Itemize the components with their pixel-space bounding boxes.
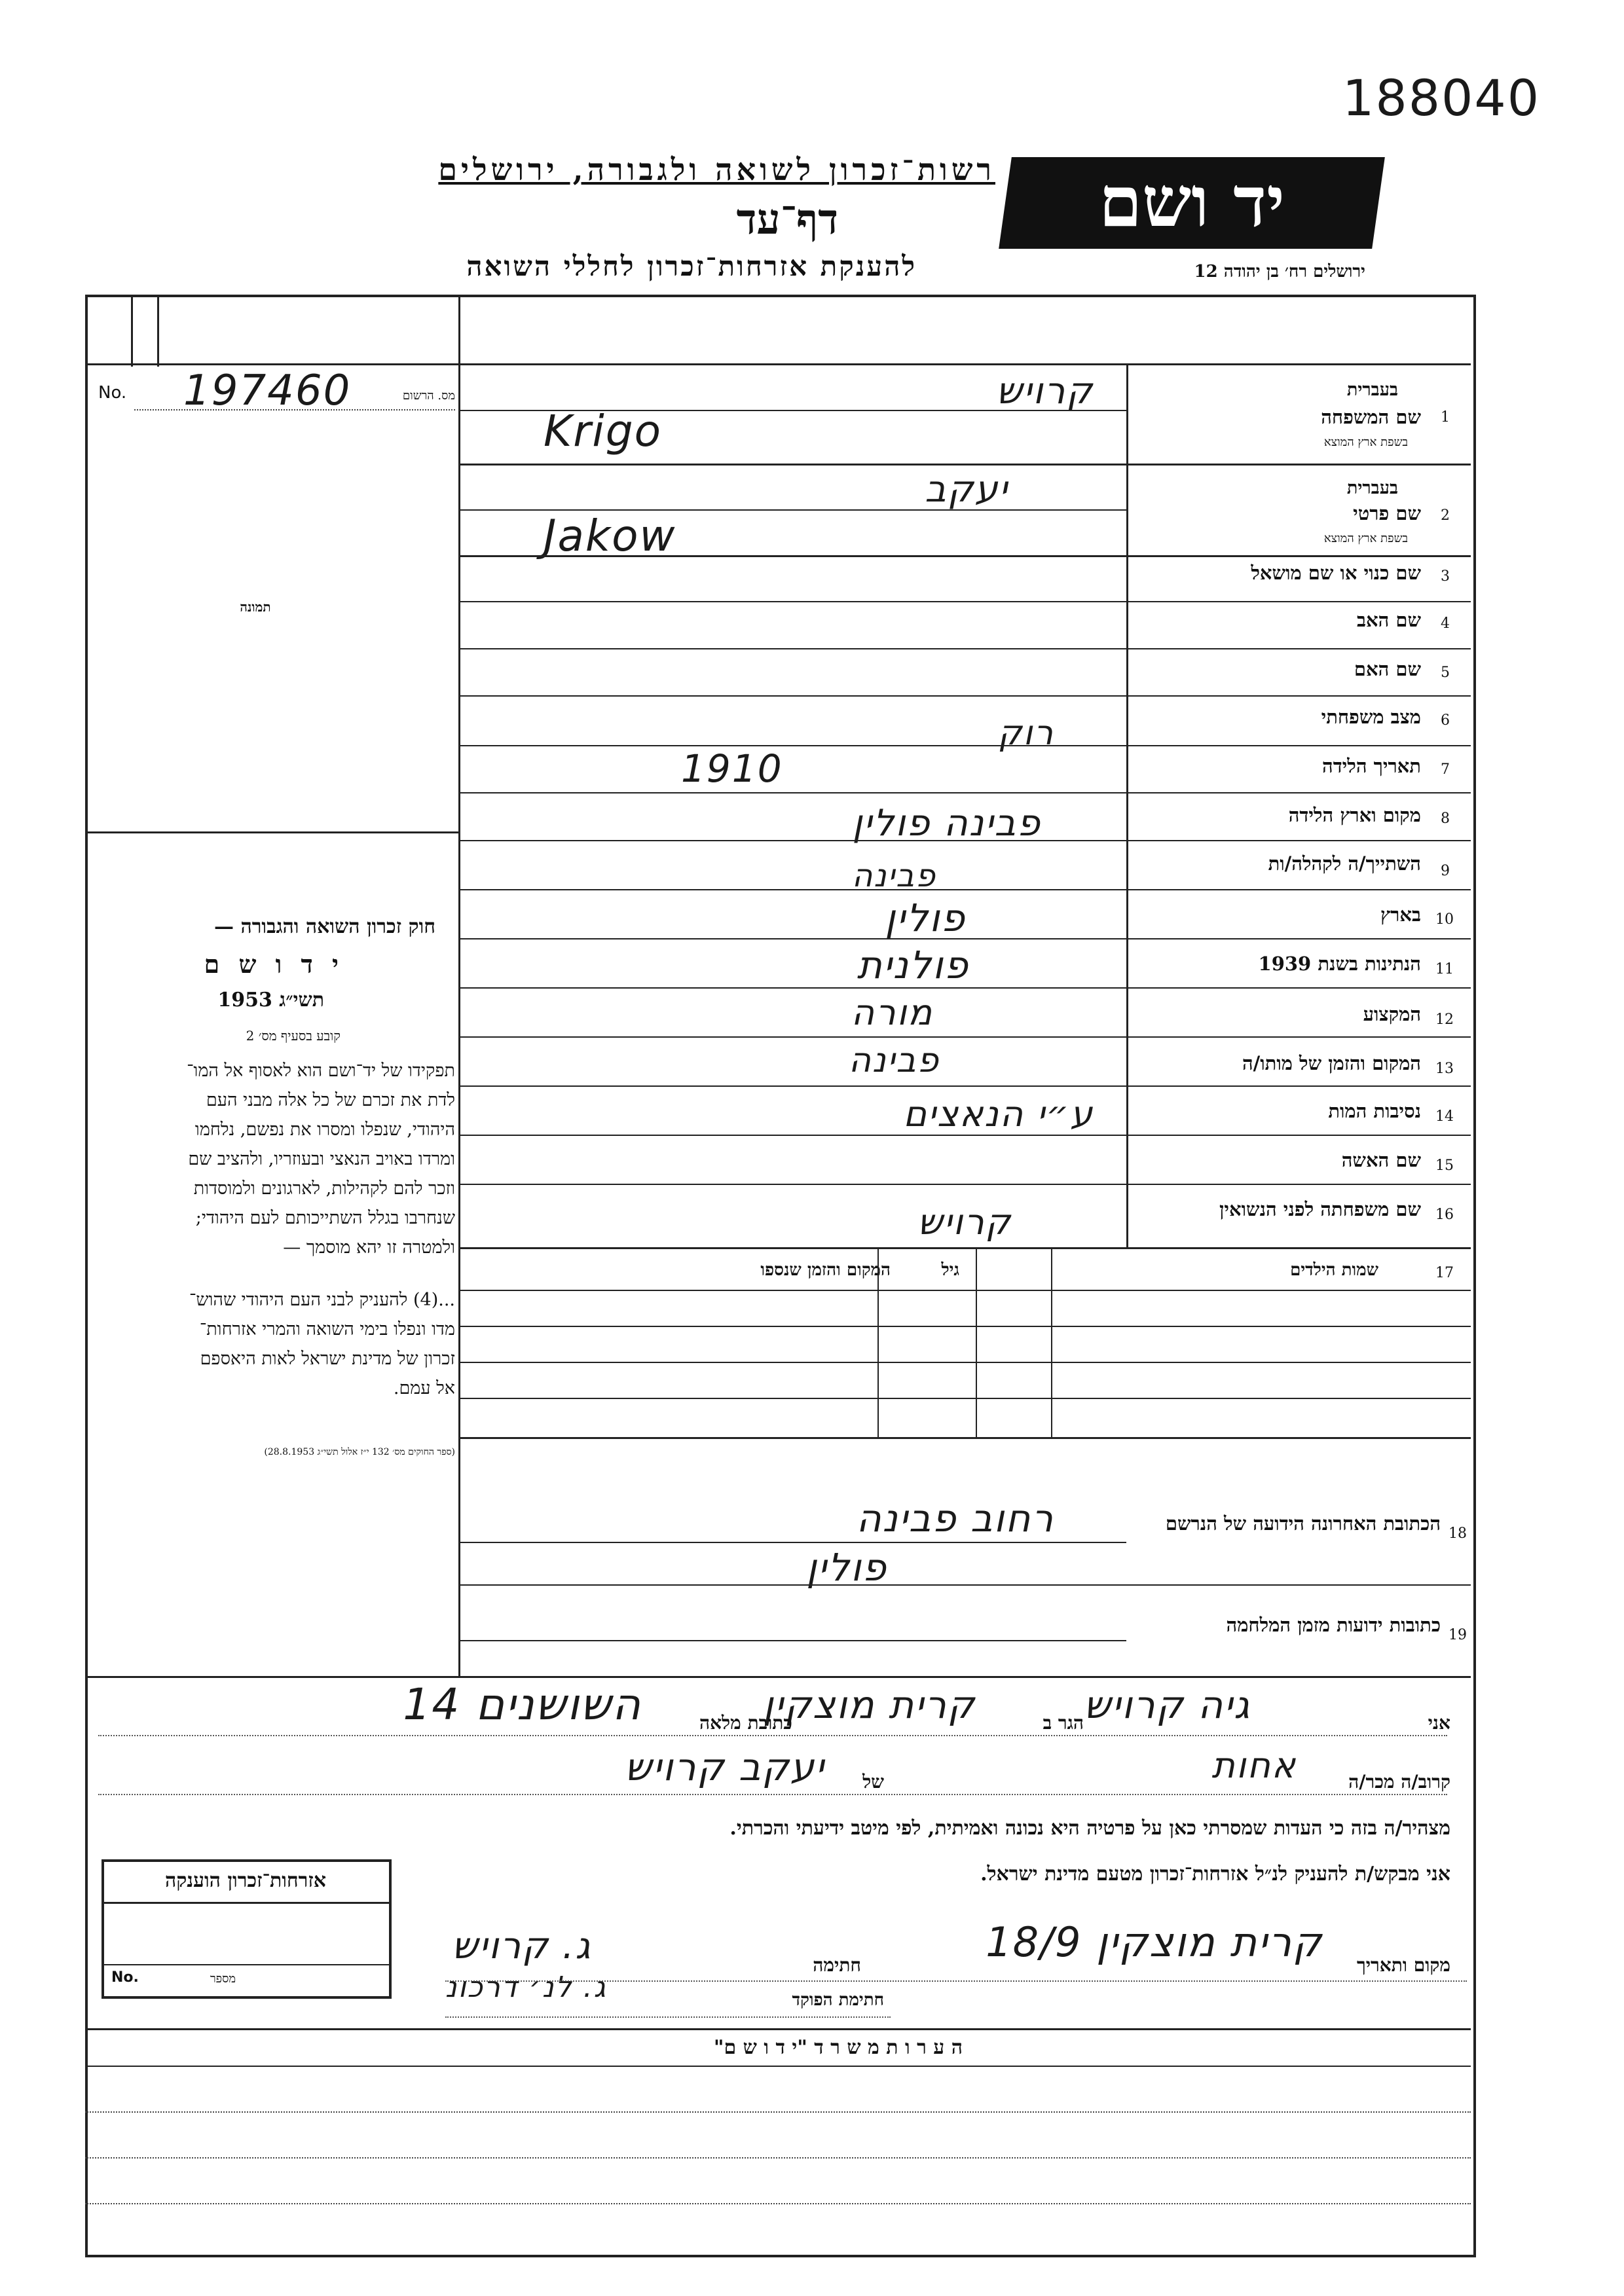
field-13-value: פבינה [849,1041,940,1080]
children-header-place: המקום והזמן שנספו [760,1260,891,1280]
field-2-note-bottom: בשפת ארץ המוצא [1323,532,1408,545]
field-14-value: ע״י הנאצים [903,1093,1094,1135]
field-18-value-line2: פולין [806,1545,887,1590]
field-4-number: 4 [1441,615,1450,632]
signature-handwriting: ג. קרויש [452,1925,592,1967]
relation-value: אחות [1211,1745,1297,1786]
declarant-name: גיה קרויש [1084,1683,1251,1727]
field-6-number: 6 [1441,712,1450,729]
law-line: תפקידו של יד־ושם הוא לאסוף אל המו־ [187,1061,455,1081]
place-date-value: קרית מוצקין 18/9 [986,1918,1323,1966]
form-title: דף־עד [736,195,838,244]
field-17-number: 17 [1435,1265,1454,1281]
law-title: חוק זכרון השואה והגבורה — [214,915,435,938]
law-line: שנחרבו בגלל השתייכותם לעם היהודי; [195,1208,455,1228]
field-16-number: 16 [1435,1207,1454,1223]
field-8-label: מקום וארץ הלידה [1288,804,1421,826]
registration-label: מס. הרשום [402,389,455,403]
signature-label: חתימה [813,1954,861,1976]
children-header-names: שמות הילדים [1290,1260,1378,1280]
field-15-label: שם האשה [1341,1149,1421,1171]
field-7-number: 7 [1441,761,1450,778]
field-3-number: 3 [1441,568,1450,585]
field-2-number: 2 [1441,507,1450,524]
field-9-value: פבינה [851,858,936,894]
declaration-resides: הגר ב [1043,1712,1084,1734]
field-1-label: שם המשפחה [1321,406,1421,428]
field-19-label: כתובות ידועות מזמן המלחמה [1226,1614,1441,1636]
field-1-number: 1 [1441,409,1450,426]
field-11-label: הנתינות בשנת 1939 [1258,953,1421,975]
law-line: לדת את זכרם של כל אלה מבני העם [206,1090,455,1110]
field-4-label: שם האב [1356,609,1421,631]
field-7-label: תאריך הלידה [1322,755,1421,777]
relation-label: קרוב/ה מכר/ה [1348,1771,1450,1793]
field-12-number: 12 [1435,1011,1454,1028]
field-16-value: קרויש [917,1201,1012,1243]
remarks-title: ה ע ר ו ת מ ש ר ד "י ד ו ש ם" [713,2036,963,2059]
field-14-number: 14 [1435,1108,1454,1125]
field-1-note-bottom: בשפת ארץ המוצא [1323,435,1408,449]
logo-text: יד ושם [1099,160,1285,242]
field-15-number: 15 [1435,1157,1454,1174]
field-2-value-hebrew: יעקב [925,468,1008,511]
law-line: וזכר להם לקהילות, לארגונים ולמוסדות [193,1178,455,1199]
law-line: אל עמם. [393,1378,455,1398]
law-line: היהודי, שנפלו ומסרו את נפשם, נלחמו [194,1120,455,1140]
authority-line: רשות־זכרון לשואה ולגבורה, ירושלים [438,152,995,187]
field-13-label: המקום והזמן של מותו/ה [1242,1052,1421,1074]
officer-signature-handwriting: ג. לנ׳ דרכונ [445,1971,607,2004]
field-10-number: 10 [1435,911,1454,928]
field-10-value: פולין [885,896,966,940]
law-line: ולמטרה זו יהא מוסמך — [283,1237,455,1258]
field-10-label: בארץ [1380,903,1421,926]
field-11-value: פולנית [857,943,969,987]
field-8-value: פבינה פולין [852,802,1041,845]
field-19-number: 19 [1449,1627,1467,1643]
declarant-address: השושנים 14 [403,1679,642,1730]
relation-of: של [862,1771,884,1793]
form-subtitle: להענקת אזרחות־זכרון לחללי השואה [466,250,917,282]
field-12-value: מורה [851,992,933,1033]
stamp-box-number-label: מספר [210,1972,236,1986]
field-5-number: 5 [1441,665,1450,681]
field-2-value-latin: Jakow [544,511,676,561]
field-8-number: 8 [1441,811,1450,827]
law-citation: (ספר החוקים מס׳ 132 י״ז אלול תשי״ג 28.8.1953) [264,1447,455,1457]
stamp-box-no: No. [111,1969,139,1986]
law-clause: קובע בסעיף מס׳ 2 [246,1028,341,1044]
law-year: תשי״ג 1953 [217,989,324,1011]
law-line: זכרון של מדינת ישראל לאות היאספם [200,1349,455,1369]
field-1-note-top: בעברית [1346,380,1398,400]
field-11-number: 11 [1435,961,1454,977]
field-14-label: נסיבות המות [1328,1100,1421,1122]
registration-no-prefix: No. [98,383,127,403]
declaration-statement: מצהיר/ה בזה כי העדות שמסרתי כאן על פרטיה היא נכונה ואמיתית, לפי מיטב ידיעתי והכרתי. [729,1817,1450,1840]
children-header-age: גיל [941,1260,959,1280]
field-2-label: שם פרטי [1353,502,1421,524]
stamp-box-title: אזרחות־זכרון הוענקה [164,1869,327,1892]
officer-signature-label: חתימת הפוקד [792,1990,884,2010]
field-2-note-top: בעברית [1346,478,1398,498]
field-12-label: המקצוע [1363,1003,1421,1025]
law-name: י ד ו ש ם [204,949,344,979]
law-line: ומרדו באויב הנאצי ובעוזריו, ולהציב שם [188,1149,455,1169]
relation-name: יעקב קרויש [624,1745,825,1789]
field-7-value: 1910 [681,746,783,791]
photo-label: תמונה [240,599,271,615]
law-line: ...(4) להעניק לבני העם היהודי שהוש־ [189,1290,455,1310]
field-9-label: השתייך/ה לקהלה/ות [1268,852,1421,875]
declarant-place: קרית מוצקין [763,1683,976,1727]
field-6-value: רוק [997,714,1054,753]
field-6-label: מצב משפחתי [1321,706,1421,728]
field-16-label: שם משפחתה לפני הנשואין [1219,1198,1421,1220]
field-3-label: שם כנוי או שם מושאל [1251,562,1421,584]
field-18-number: 18 [1449,1525,1467,1542]
field-18-label: הכתובת האחרונה הידועה של הנרשם [1165,1512,1441,1535]
field-1-value-latin: Krigo [544,406,663,456]
place-date-label: מקום ותאריך [1356,1954,1450,1976]
handwritten-archive-number: 188040 [1342,69,1541,127]
declaration-prefix: אני [1428,1712,1450,1734]
field-5-label: שם האם [1354,658,1421,680]
declaration-address-label: כתובת מלאה [699,1712,792,1734]
header-address: ירושלים רח׳ בן יהודה 12 [1194,262,1365,282]
declaration-request: אני מבקש/ת להעניק לנ״ל אזרחות־זכרון מטעם מדינת ישראל. [980,1863,1450,1886]
field-1-value-hebrew: קרויש [996,370,1094,412]
registration-number: 197460 [183,367,352,415]
law-line: מדו ונפלו בימי השואה והמרי אזרחות־ [199,1319,455,1339]
field-13-number: 13 [1435,1061,1454,1077]
field-18-value-line1: רחוב פבינה [856,1496,1054,1540]
field-9-number: 9 [1441,863,1450,879]
